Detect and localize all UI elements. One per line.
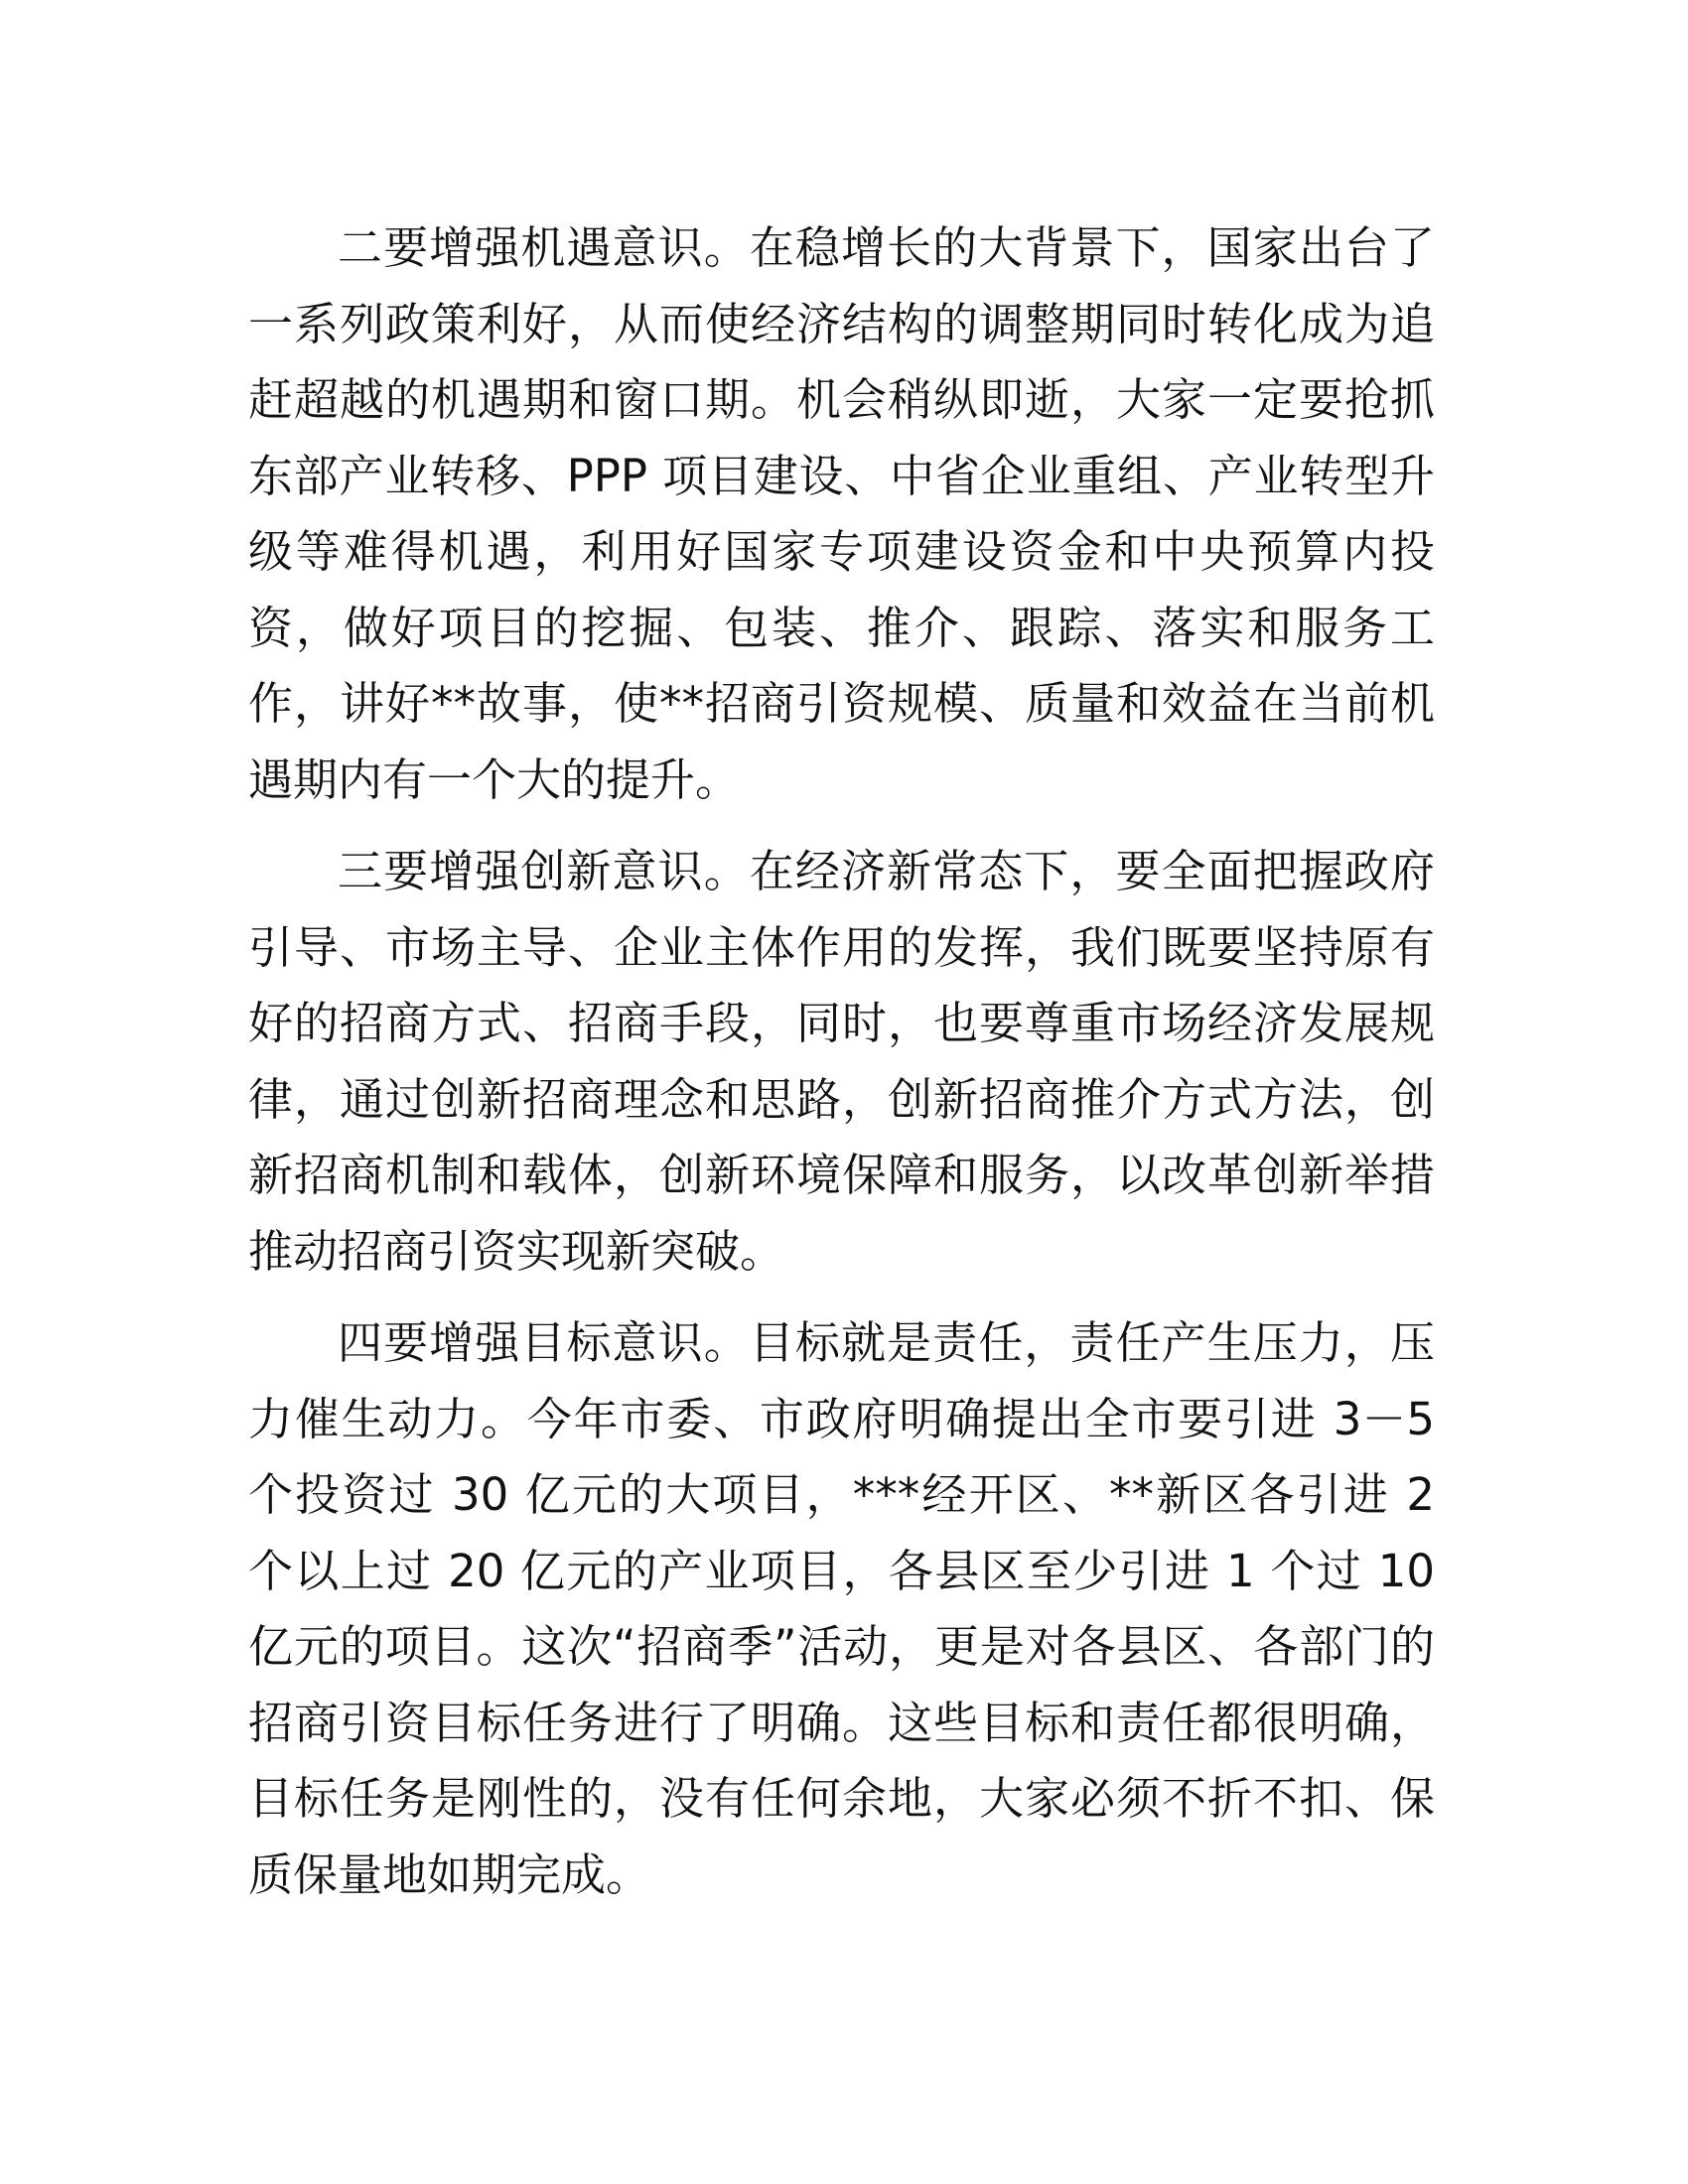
paragraph-innovation-awareness: 三要增强创新意识。在经济新常态下，要全面把握政府引导、市场主导、企业主体作用的发挥，我们既要坚持原有好的招商方式、招商手段，同时，也要尊重市场经济发展规律，通过创新招商理念和思路，创新招商推介方式方法，创新招商机制和载体，创新环境保障和服务，以改革创新举措推动招商引资实现新突破。 [248, 845, 1435, 1278]
paragraph-target-awareness: 四要增强目标意识。目标就是责任，责任产生压力，压力催生动力。今年市委、市政府明确提出全市要引进 3－5 个投资过 30 亿元的大项目，***经开区、**新区各引进 2 个以上过 20 亿元的产业项目，各县区至少引进 1 个过 10 亿元的项目。这次“招商季”活动，更是对各县区、各部门的招商引资目标任务进行了明确。这些目标和责任都很明确，目标任务是刚性的，没有任何余地，大家必须不折不扣、保质保量地如期完成。 [248, 1316, 1435, 1901]
document-body [248, 210, 1435, 1929]
paragraph-opportunity-awareness: 二要增强机遇意识。在稳增长的大背景下，国家出台了一系列政策利好，从而使经济结构的调整期同时转化成为追赶超越的机遇期和窗口期。机会稍纵即逝，大家一定要抢抓东部产业转移、PPP 项目建设、中省企业重组、产业转型升级等难得机遇，利用好国家专项建设资金和中央预算内投资，做好项目的挖掘、包装、推介、跟踪、落实和服务工作，讲好**故事，使**招商引资规模、质量和效益在当前机遇期内有一个大的提升。 [248, 221, 1435, 806]
